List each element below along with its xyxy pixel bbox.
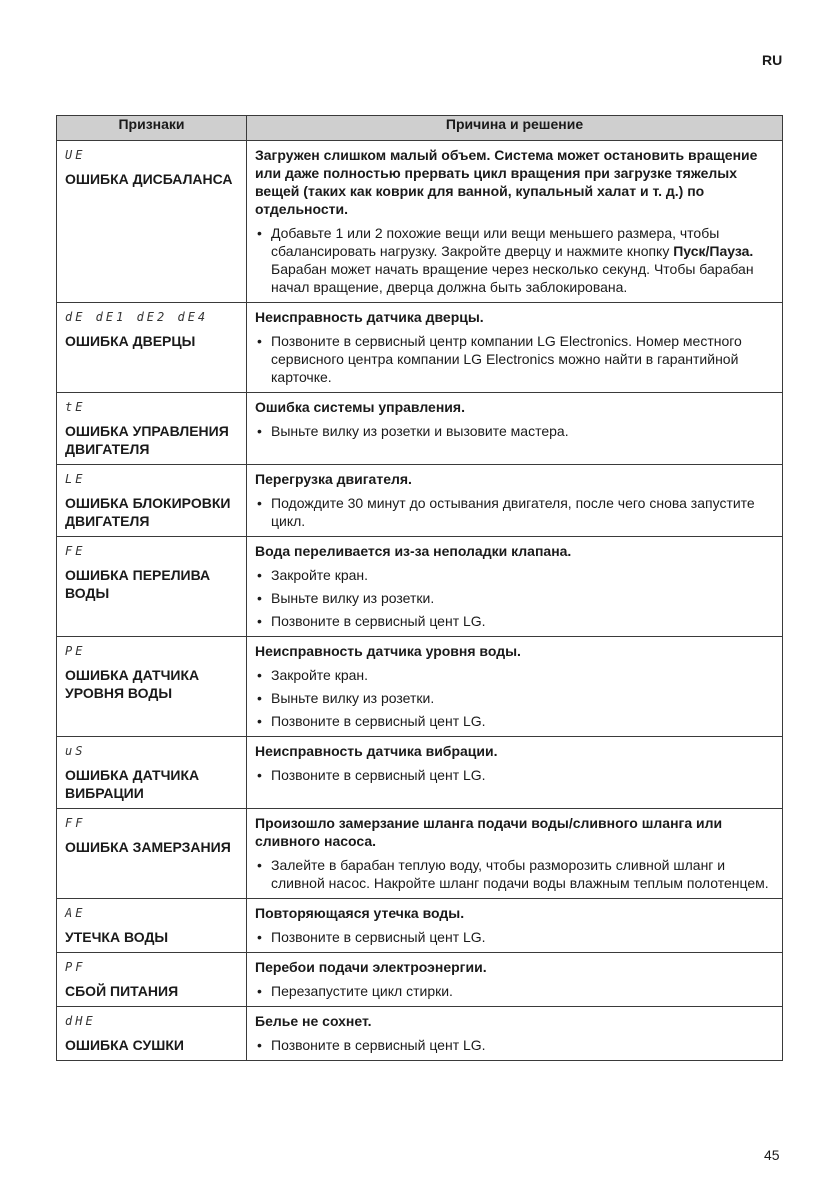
solution-list [255,224,774,296]
table-row [57,141,783,303]
error-code: uS [65,744,86,758]
solution-list [255,928,774,946]
table-row [57,737,783,809]
error-code: LE [65,472,86,486]
table-row [57,953,783,1007]
symptom-cell [57,809,247,899]
solution-list [255,422,774,440]
solution-item: • Залейте в барабан теплую воду, чтобы разморозить сливной шланг и сливной насос. Накройте шланг подачи воды влажным теплым полотенцем. [255,856,774,892]
solution-item [255,224,774,296]
solution-list [255,666,774,730]
cause-solution-cell [247,809,783,899]
solution-item: • Закройте кран. [255,566,774,584]
symptom-cell [57,899,247,953]
cause-solution-cell [247,1007,783,1061]
solution-item: • Выньте вилку из розетки и вызовите мастера. [255,422,774,440]
error-name: ОШИБКА ПЕРЕЛИВА ВОДЫ [65,567,211,601]
language-label: RU [762,52,783,68]
error-code: dE dE1 dE2 dE4 [65,310,209,324]
solution-list [255,332,774,386]
symptom-cell [57,953,247,1007]
symptom-cell [57,303,247,393]
solution-text: Добавьте 1 или 2 похожие вещи или вещи меньшего размера, чтобы сбалансировать нагрузку. Закройте дверцу и нажмите кнопку [271,225,720,259]
cause-text: Неисправность датчика вибрации. [255,743,498,759]
cause-solution-cell [247,303,783,393]
cause-solution-cell [247,899,783,953]
solution-text: Барабан может начать вращение через несколько секунд. Чтобы барабан начал вращение, дверца должна быть заблокирована. [271,261,754,295]
cause-solution-cell [247,393,783,465]
symptom-cell [57,141,247,303]
error-code: PF [65,960,86,974]
cause-solution-cell [247,465,783,537]
button-name-highlight: Пуск/Пауза. [673,243,754,259]
solution-list [255,1036,774,1054]
solution-item: • Позвоните в сервисный цент LG. [255,1036,774,1054]
solution-item: • Позвоните в сервисный цент LG. [255,766,774,784]
cause-text: Загружен слишком малый объем. Система может остановить вращение или даже полностью прервать цикл вращения при загрузке тяжелых вещей (таких как коврик для ванной, купальный халат и т. д.) по отдельности. [255,147,758,217]
cause-text: Белье не сохнет. [255,1013,372,1029]
error-name: ОШИБКА ДИСБАЛАНСА [65,171,233,187]
solution-list [255,566,774,630]
table-row [57,465,783,537]
cause-text: Ошибка системы управления. [255,399,465,415]
error-code: FF [65,816,86,830]
solution-item: • Перезапустите цикл стирки. [255,982,774,1000]
error-name: ОШИБКА ДВЕРЦЫ [65,333,196,349]
error-code: AE [65,906,86,920]
cause-solution-cell [247,141,783,303]
error-name: ОШИБКА УПРАВЛЕНИЯ ДВИГАТЕЛЯ [65,423,229,457]
error-name: ОШИБКА СУШКИ [65,1037,184,1053]
table-row [57,1007,783,1061]
error-name: УТЕЧКА ВОДЫ [65,929,169,945]
symptom-cell [57,637,247,737]
error-code: dHE [65,1014,96,1028]
solution-list [255,856,774,892]
symptom-cell [57,737,247,809]
solution-item: • Подождите 30 минут до остывания двигателя, после чего снова запустите цикл. [255,494,774,530]
solution-item: • Позвоните в сервисный цент LG. [255,612,774,630]
error-name: ОШИБКА БЛОКИРОВКИ ДВИГАТЕЛЯ [65,495,231,529]
column-header-cause: Причина и решение [247,116,783,141]
error-code: tE [65,400,86,414]
table-row [57,899,783,953]
cause-solution-cell [247,637,783,737]
table-row [57,303,783,393]
symptom-cell [57,537,247,637]
page-number: 45 [764,1147,780,1163]
error-code: UE [65,148,86,162]
solution-item: • Выньте вилку из розетки. [255,689,774,707]
table-row [57,637,783,737]
solution-item: • Выньте вилку из розетки. [255,589,774,607]
solution-item: • Закройте кран. [255,666,774,684]
column-header-symptoms: Признаки [57,116,247,141]
troubleshooting-table [56,115,783,1061]
cause-text: Перегрузка двигателя. [255,471,412,487]
error-name: ОШИБКА ДАТЧИКА УРОВНЯ ВОДЫ [65,667,200,701]
cause-solution-cell [247,537,783,637]
table-row [57,393,783,465]
cause-text: Повторяющаяся утечка воды. [255,905,465,921]
symptom-cell [57,465,247,537]
solution-list [255,494,774,530]
error-name: ОШИБКА ЗАМЕРЗАНИЯ [65,839,231,855]
solution-item: • Позвоните в сервисный цент LG. [255,928,774,946]
symptom-cell [57,1007,247,1061]
table-row [57,537,783,637]
error-code: FE [65,544,86,558]
error-name: ОШИБКА ДАТЧИКА ВИБРАЦИИ [65,767,200,801]
error-code: PE [65,644,86,658]
error-name: СБОЙ ПИТАНИЯ [65,983,179,999]
cause-text: Произошло замерзание шланга подачи воды/сливного шланга или сливного насоса. [255,815,723,849]
cause-text: Вода переливается из-за неполадки клапана. [255,543,572,559]
solution-item: • Позвоните в сервисный цент LG. [255,712,774,730]
symptom-cell [57,393,247,465]
table-row [57,809,783,899]
cause-text: Перебои подачи электроэнергии. [255,959,487,975]
solution-list [255,766,774,784]
cause-solution-cell [247,953,783,1007]
solution-list [255,982,774,1000]
solution-item: • Позвоните в сервисный центр компании LG Electronics. Номер местного сервисного центра компании LG Electronics можно найти в гарантийной карточке. [255,332,774,386]
cause-text: Неисправность датчика дверцы. [255,309,484,325]
table-header-row [57,116,783,141]
cause-text: Неисправность датчика уровня воды. [255,643,521,659]
cause-solution-cell [247,737,783,809]
